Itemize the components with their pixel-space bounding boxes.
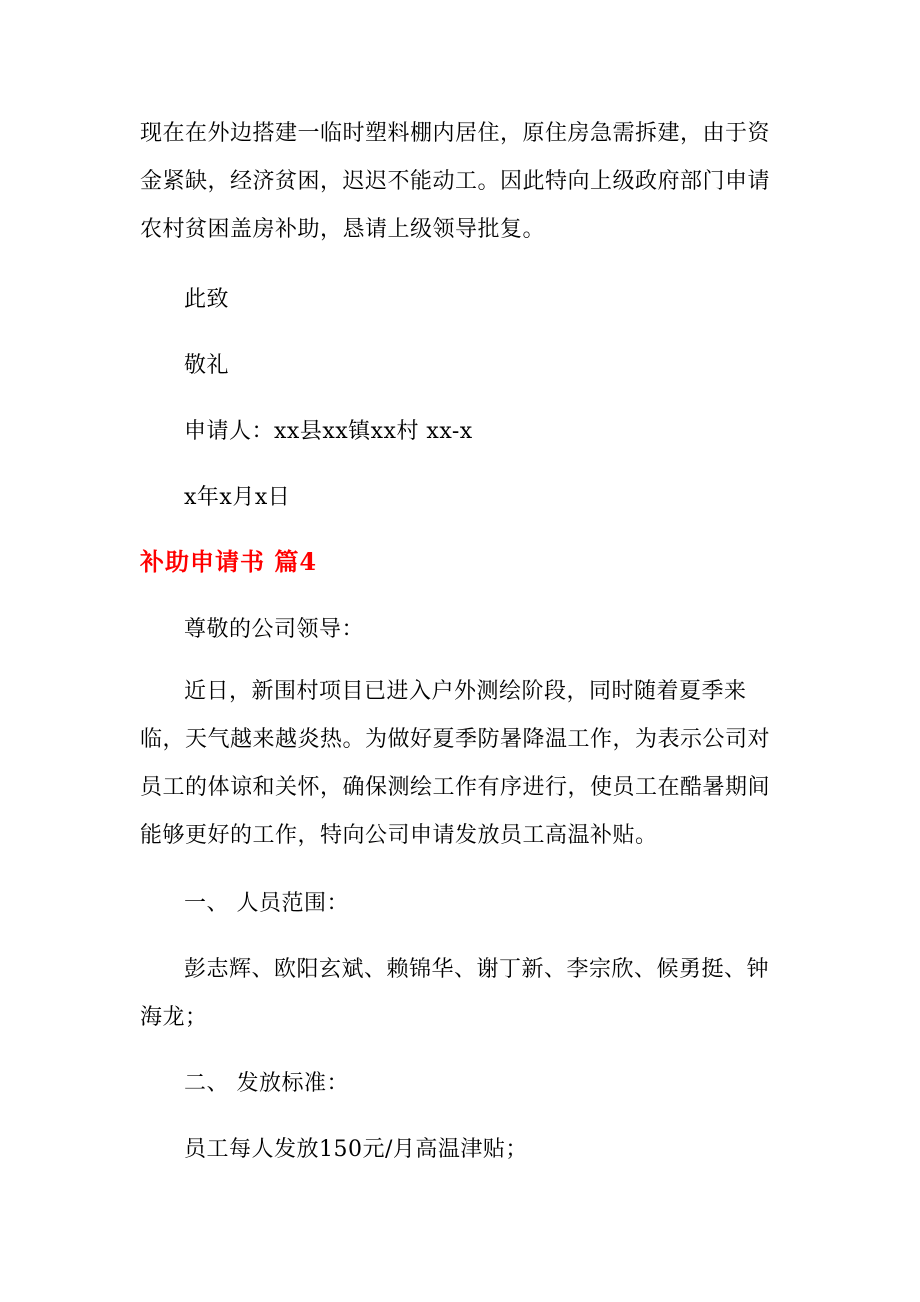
salutation: 尊敬的公司领导：: [184, 617, 365, 642]
body-paragraph: 近日，新围村项目已进入户外测绘阶段，同时随着夏季来临，天气越来越炎热。为做好夏季防暑降温工作，为表示公司对员工的体谅和关怀，确保测绘工作有序进行，使员工在酷暑期间能够更好的工作，特向公司申请发放员工高温补贴。: [140, 679, 771, 848]
closing-cizhi: 此致: [184, 287, 230, 312]
item-2-content: 员工每人发放150元/月高温津贴；: [184, 1137, 528, 1162]
date-line: x年x月x日: [184, 485, 291, 510]
item-2-title: 二、 发放标准：: [184, 1071, 349, 1096]
closing-jingli: 敬礼: [184, 353, 230, 378]
item-1-content: 彭志辉、欧阳玄斌、赖锦华、谢丁新、李宗欣、候勇挺、钟海龙；: [140, 957, 770, 1030]
applicant-line: 申请人：xx县xx镇xx村 xx-x: [184, 419, 473, 444]
section-heading: 补助申请书 篇4: [140, 547, 318, 576]
item-1-title: 一、 人员范围：: [184, 891, 349, 916]
intro-paragraph: 现在在外边搭建一临时塑料棚内居住，原住房急需拆建，由于资金紧缺，经济贫困，迟迟不能动工。因此特向上级政府部门申请农村贫困盖房补助，恳请上级领导批复。: [140, 121, 771, 242]
